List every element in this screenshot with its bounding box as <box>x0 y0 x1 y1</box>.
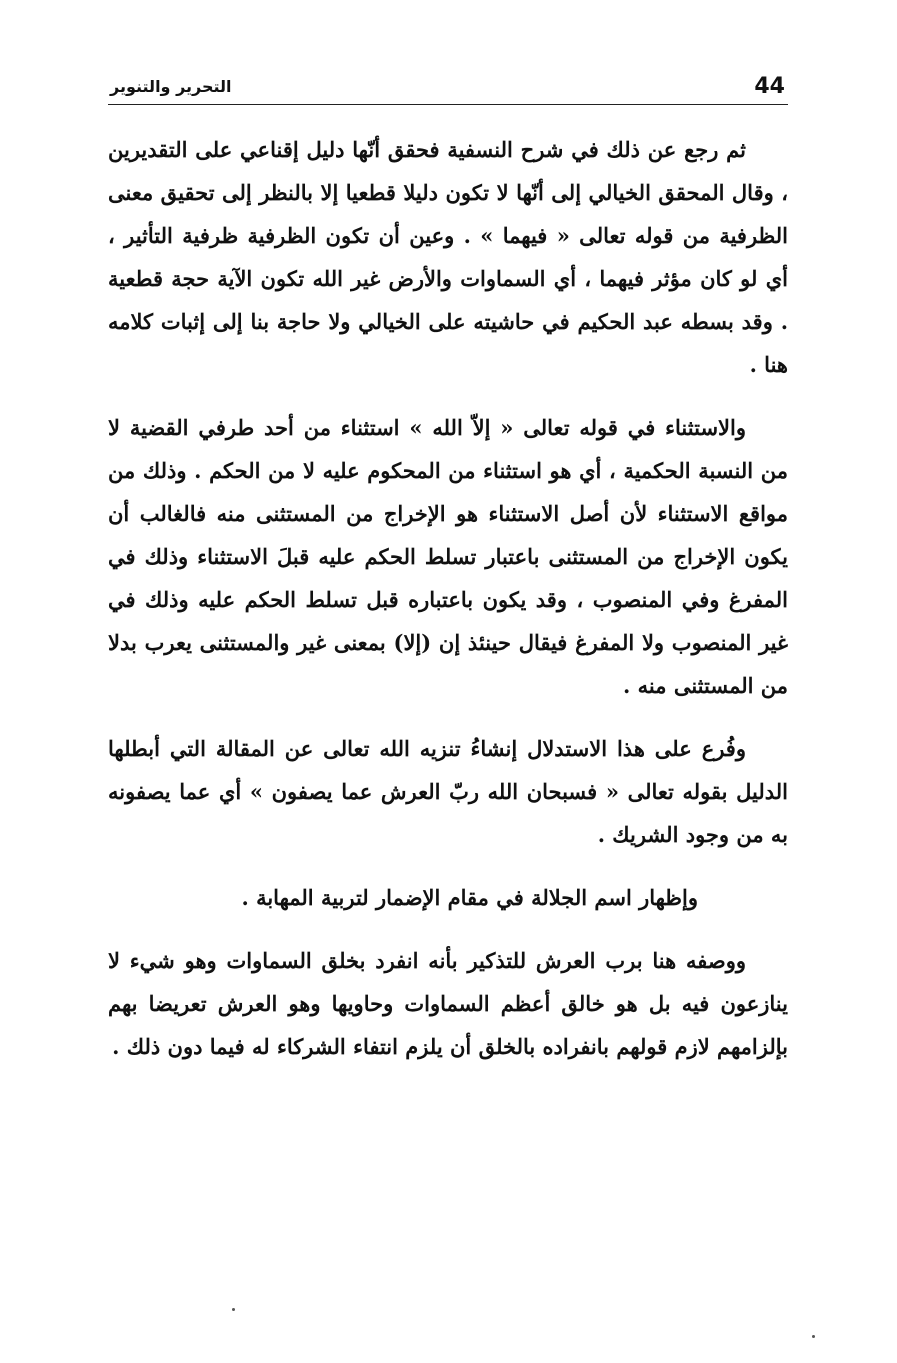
running-head <box>110 72 785 106</box>
book-title: التحرير والتنوير <box>110 77 232 96</box>
paragraph: والاستثناء في قوله تعالى « إلاّ الله » استثناء من أحد طرفي القضية لا من النسبة الحكمية ، أي هو استثناء من المحكوم عليه لا من الحكم . وذلك من مواقع الاستثناء لأن أصل الاستثناء هو الإخراج من المستثنى منه فالغالب أن يكون الإخراج من المستثنى باعتبار تسلط الحكم عليه قبلَ الاستثناء وذلك في المفرغ وفي المنصوب ، وقد يكون باعتباره قبل تسلط الحكم عليه وذلك في غير المنصوب ولا المفرغ فيقال حينئذ إن (إلا) بمعنى غير والمستثنى يعرب بدلا من المستثنى منه . <box>108 415 788 698</box>
paragraph: وفُرع على هذا الاستدلال إنشاءُ تنزيه الله تعالى عن المقالة التي أبطلها الدليل بقوله تعالى « فسبحان الله ربّ العرش عما يصفون » أي عما يصفونه به من وجود الشريك . <box>108 736 788 847</box>
header-rule <box>108 104 788 105</box>
page-number: 44 <box>754 74 785 99</box>
body-text <box>108 128 788 1088</box>
paragraph: ووصفه هنا برب العرش للتذكير بأنه انفرد بخلق السماوات وهو شيء لا ينازعون فيه بل هو خالق أعظم السماوات وحاويها وهو العرش تعريضا بهم بإلزامهم لازم قولهم بانفراده بالخلق أن يلزم انتفاء الشركاء له فيما دون ذلك . <box>108 948 788 1059</box>
scan-speck <box>812 1335 815 1338</box>
paragraph: وإظهار اسم الجلالة في مقام الإضمار لتربية المهابة . <box>241 885 698 910</box>
scan-speck <box>232 1308 235 1311</box>
paragraph: ثم رجع عن ذلك في شرح النسفية فحقق أنّها دليل إقناعي على التقديرين ، وقال المحقق الخيالي إلى أنّها لا تكون دليلا قطعيا إلا بالنظر إلى تحقيق معنى الظرفية من قوله تعالى « فيهما » . وعين أن تكون الظرفية ظرفية التأثير ، أي لو كان مؤثر فيهما ، أي السماوات والأرض غير الله تكون الآية حجة قطعية . وقد بسطه عبد الحكيم في حاشيته على الخيالي ولا حاجة بنا إلى إثبات كلامه هنا . <box>108 137 788 377</box>
